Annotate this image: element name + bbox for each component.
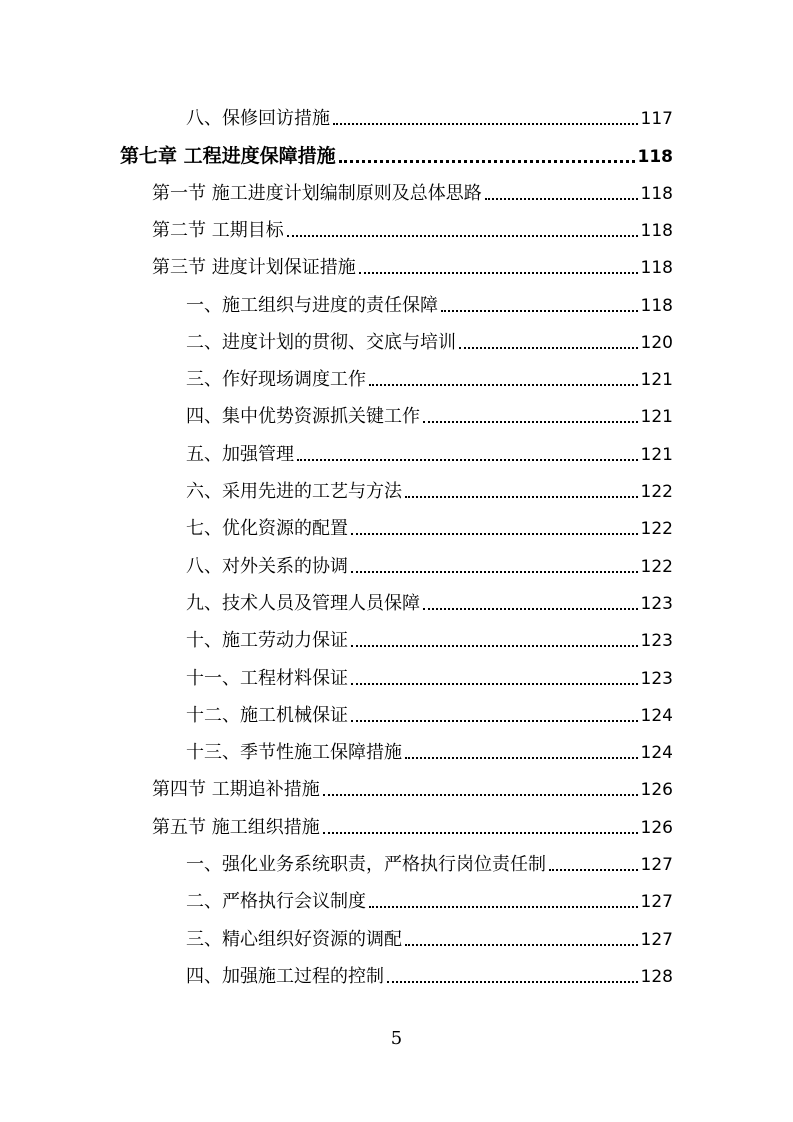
- toc-entry-label: 八、对外关系的协调: [186, 555, 348, 577]
- toc-entry-page-number: 121: [640, 444, 673, 465]
- toc-entry[interactable]: [152, 813, 673, 843]
- toc-entry[interactable]: [186, 962, 673, 992]
- toc-entry-label: 第七章 工程进度保障措施: [120, 145, 336, 168]
- dot-leader: [333, 123, 638, 125]
- toc-entry-page-number: 118: [640, 183, 673, 204]
- toc-entry-label: 二、严格执行会议制度: [186, 891, 366, 913]
- toc-entry[interactable]: [152, 179, 673, 209]
- toc-entry-page-number: 123: [640, 593, 673, 614]
- toc-entry-page-number: 120: [640, 332, 673, 353]
- dot-leader: [339, 160, 635, 163]
- toc-entry-label: 第五节 施工组织措施: [152, 816, 320, 838]
- toc-entry-label: 四、加强施工过程的控制: [186, 965, 384, 987]
- toc-entry-page-number: 122: [640, 519, 673, 540]
- dot-leader: [351, 683, 638, 685]
- dot-leader: [441, 310, 638, 312]
- toc-entry-page-number: 122: [640, 482, 673, 502]
- dot-leader: [351, 571, 638, 573]
- dot-leader: [549, 869, 638, 871]
- dot-leader: [405, 496, 638, 498]
- toc-entry-page-number: 118: [640, 295, 673, 316]
- toc-entry-page-number: 126: [640, 817, 673, 838]
- toc-entry-page-number: 118: [637, 147, 673, 168]
- toc-entry-label: 一、强化业务系统职责，严格执行岗位责任制: [186, 854, 546, 875]
- toc-entry-page-number: 127: [640, 929, 673, 950]
- dot-leader: [351, 720, 638, 722]
- toc-entry-page-number: 127: [640, 855, 673, 875]
- toc-entry[interactable]: [186, 701, 673, 731]
- toc-entry-label: 三、作好现场调度工作: [186, 369, 366, 391]
- toc-entry[interactable]: [186, 664, 673, 694]
- toc-entry[interactable]: [152, 775, 673, 805]
- toc-entry[interactable]: [186, 887, 673, 917]
- dot-leader: [369, 384, 638, 386]
- toc-entry-label: 十一、工程材料保证: [186, 667, 348, 689]
- toc-entry-page-number: 126: [640, 780, 673, 801]
- dot-leader: [351, 533, 638, 535]
- toc-entry[interactable]: [186, 440, 673, 470]
- toc-entry[interactable]: [186, 291, 673, 321]
- toc-entry[interactable]: [186, 589, 673, 619]
- dot-leader: [297, 459, 638, 461]
- toc-entry-label: 九、技术人员及管理人员保障: [186, 592, 420, 614]
- toc-entry-label: 三、精心组织好资源的调配: [186, 928, 402, 950]
- toc-entry-label: 一、施工组织与进度的责任保障: [186, 294, 438, 316]
- dot-leader: [485, 198, 638, 200]
- toc-entry-label: 十三、季节性施工保障措施: [186, 742, 402, 764]
- toc-entry-page-number: 127: [640, 892, 673, 913]
- toc-entry[interactable]: [186, 925, 673, 955]
- toc-entry-page-number: 122: [640, 556, 673, 577]
- toc-entry-label: 五、加强管理: [186, 443, 294, 465]
- dot-leader: [369, 906, 638, 908]
- toc-entry[interactable]: [120, 141, 673, 171]
- toc-entry-label: 七、优化资源的配置: [186, 518, 348, 540]
- toc-entry[interactable]: [186, 552, 673, 582]
- toc-entry-label: 六、采用先进的工艺与方法: [186, 481, 402, 502]
- toc-entry-page-number: 123: [640, 668, 673, 689]
- toc-entry[interactable]: [152, 216, 673, 246]
- toc-entry-page-number: 121: [640, 370, 673, 391]
- toc-entry-page-number: 128: [640, 966, 673, 987]
- dot-leader: [287, 235, 638, 237]
- toc-entry-page-number: 118: [640, 258, 673, 279]
- toc-entry-label: 八、保修回访措施: [186, 108, 330, 129]
- toc-entry-label: 四、集中优势资源抓关键工作: [186, 406, 420, 428]
- toc-entry[interactable]: [152, 253, 673, 283]
- toc-entry-page-number: 124: [640, 705, 673, 726]
- toc-entry-label: 第三节 进度计划保证措施: [152, 257, 356, 279]
- toc-entry-label: 第四节 工期追补措施: [152, 779, 320, 801]
- dot-leader: [423, 421, 638, 423]
- dot-leader: [387, 981, 638, 983]
- toc-entry-page-number: 117: [640, 109, 673, 129]
- toc-entry[interactable]: [186, 402, 673, 432]
- toc-entry[interactable]: [186, 365, 673, 395]
- toc-entry-label: 十、施工劳动力保证: [186, 630, 348, 652]
- toc-entry-label: 二、进度计划的贯彻、交底与培训: [186, 331, 456, 353]
- toc-entry[interactable]: [186, 514, 673, 544]
- toc-entry[interactable]: [186, 738, 673, 768]
- toc-entry-label: 十二、施工机械保证: [186, 704, 348, 726]
- toc-entry-page-number: 124: [640, 743, 673, 764]
- dot-leader: [323, 832, 638, 834]
- toc-entry-page-number: 121: [640, 407, 673, 428]
- toc-entry[interactable]: [186, 328, 673, 358]
- dot-leader: [423, 608, 638, 610]
- toc-entry[interactable]: [186, 104, 673, 134]
- dot-leader: [405, 944, 638, 946]
- dot-leader: [323, 794, 638, 796]
- toc-entry-page-number: 123: [640, 631, 673, 652]
- page-number: 5: [390, 1028, 403, 1049]
- dot-leader: [359, 272, 638, 274]
- toc-entry[interactable]: [186, 626, 673, 656]
- toc-entry[interactable]: [186, 477, 673, 507]
- dot-leader: [405, 757, 638, 759]
- dot-leader: [459, 347, 638, 349]
- toc-entry-page-number: 118: [640, 220, 673, 241]
- toc-entry-label: 第一节 施工进度计划编制原则及总体思路: [152, 182, 482, 204]
- toc-entry[interactable]: [186, 850, 673, 880]
- dot-leader: [351, 645, 638, 647]
- toc-entry-label: 第二节 工期目标: [152, 219, 284, 241]
